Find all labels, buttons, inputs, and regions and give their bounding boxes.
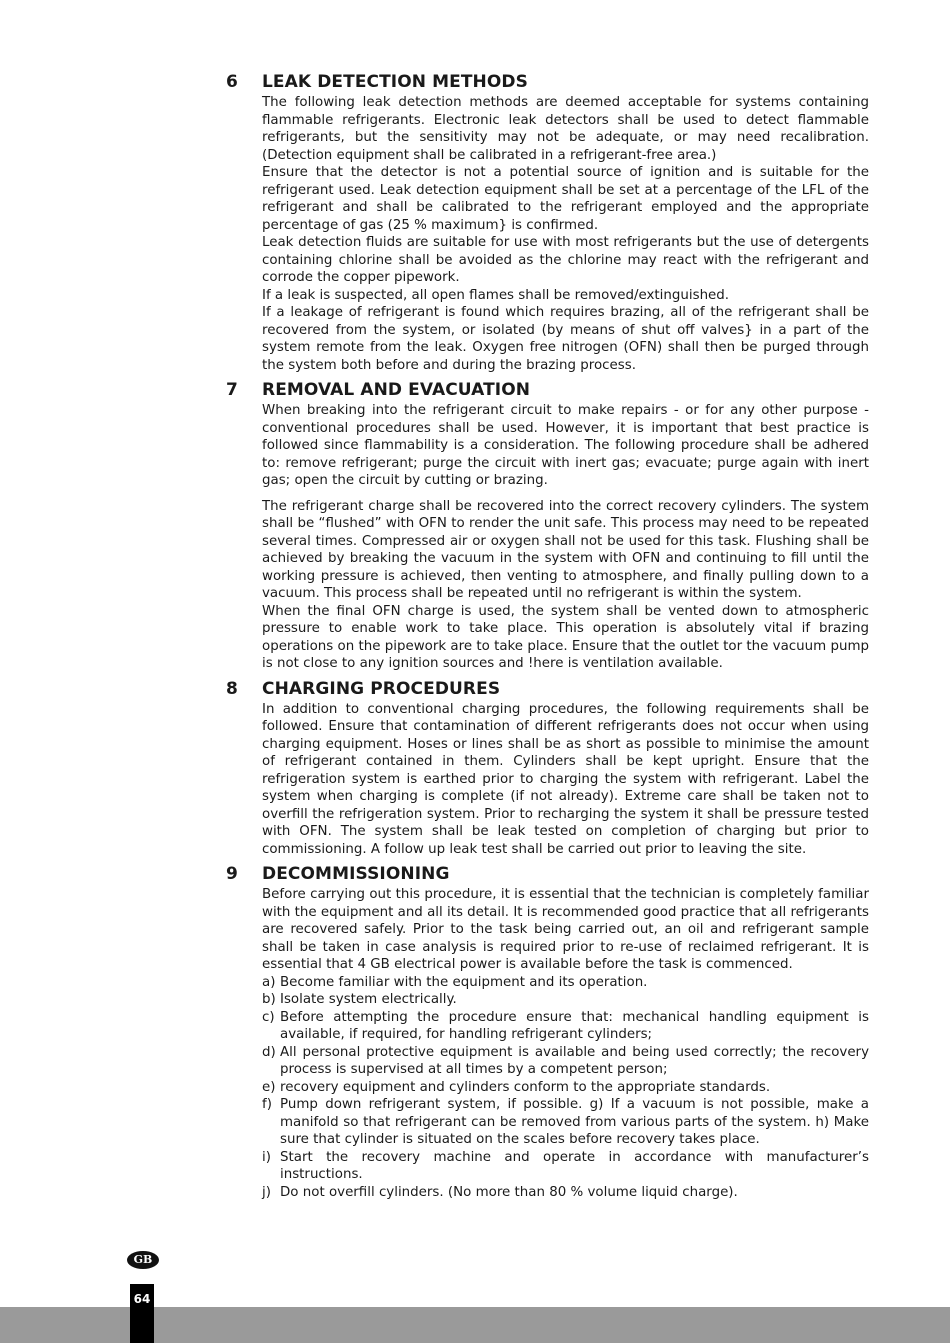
list-item-text: Isolate system electrically.	[280, 992, 457, 1007]
procedure-list	[262, 974, 869, 1202]
list-item-label: a)	[262, 974, 276, 990]
paragraph: Ensure that the detector is not a potential source of ignition and is suitable for the refrigerant used. Leak detection equipment shall be set at a percentage of the LFL of the refrigerant and shall be calibrated to the refrigerant employed and the appropriate percentage of gas (25 % maximum} is confirmed.	[262, 165, 869, 233]
paragraph: Before carrying out this procedure, it is essential that the technician is completely familiar with the equipment and all its detail. It is recommended good practice that all refrigerants are recovered safely. Prior to the task being carried out, an oil and refrigerant sample shall be taken in case analysis is required prior to re-use of reclaimed refrigerant. It is essential that 4 GB electrical power is available before the task is commenced.	[262, 887, 869, 972]
list-item-label: e)	[262, 1079, 276, 1095]
list-item	[262, 1184, 869, 1202]
language-badge: GB	[127, 1251, 159, 1269]
list-item	[262, 1079, 869, 1097]
list-item-text: Start the recovery machine and operate in accordance with manufacturer’s instructions.	[280, 1149, 869, 1182]
list-item-label: d)	[262, 1044, 276, 1060]
page-number: 64	[133, 1292, 151, 1306]
list-item	[262, 1009, 869, 1044]
document-content	[226, 72, 869, 1207]
list-item-text: Do not overfill cylinders. (No more than 80 % volume liquid charge).	[280, 1184, 738, 1200]
list-item-text: Pump down refrigerant system, if possible. g) If a vacuum is not possible, make a manifold so that refrigerant can be removed from various parts of the system. h) Make sure that cylinder is situated on the scales before recovery takes place.	[280, 1097, 869, 1147]
list-item-label: c)	[262, 1009, 275, 1025]
section-body	[262, 94, 869, 374]
paragraph: When breaking into the refrigerant circuit to make repairs - or for any other purpose - conventional procedures shall be used. However, it is important that best practice is followed since flammability is a consideration. The following procedure shall be adhered to: remove refrigerant; purge the circuit with inert gas; evacuate; purge again with inert gas; open the circuit by cutting or brazing.	[262, 403, 869, 488]
list-item	[262, 991, 869, 1009]
section-leak-detection	[226, 72, 869, 374]
list-item	[262, 1149, 869, 1184]
list-item-label: b)	[262, 992, 276, 1007]
paragraph: The following leak detection methods are deemed acceptable for systems containing flammable refrigerants. Electronic leak detectors shall be used to detect flammable refrigerants, but the sensitivity may not be adequate, or may need recalibration. (Detection equipment shall be calibrated in a refrigerant-free area.)	[262, 95, 869, 163]
section-number: 7	[226, 380, 238, 400]
paragraph: In addition to conventional charging procedures, the following requirements shall be followed. Ensure that contamination of different refrigerants does not occur when using charging equipment. Hoses or lines shall be as short as possible to minimise the amount of refrigerant contained in them. Cylinders shall be kept upright. Ensure that the refrigeration system is earthed prior to charging the system with refrigerant. Label the system when charging is complete (if not already). Extreme care shall be taken not to overfill the refrigeration system. Prior to recharging the system it shall be pressure tested with OFN. The system shall be leak tested on completion of charging but prior to commissioning. A follow up leak test shall be carried out prior to leaving the site.	[262, 701, 869, 857]
section-body	[262, 701, 869, 859]
paragraph: When the final OFN charge is used, the system shall be vented down to atmospheric pressure to enable work to take place. This operation is absolutely vital if brazing operations on the pipework are to take place. Ensure that the outlet tor the vacuum pump is not close to any ignition sources and !here is ventilation available.	[262, 603, 869, 671]
section-title: REMOVAL AND EVACUATION	[262, 380, 531, 400]
section-heading	[226, 864, 869, 886]
section-title: DECOMMISSIONING	[262, 864, 450, 884]
section-heading	[226, 72, 869, 94]
list-item-text: Before attempting the procedure ensure that: mechanical handling equipment is available, if required, for handling refrigerant cylinders;	[280, 1009, 869, 1042]
list-item	[262, 974, 869, 992]
section-title: LEAK DETECTION METHODS	[262, 72, 528, 92]
paragraph: If a leakage of refrigerant is found which requires brazing, all of the refrigerant shall be recovered from the system, or isolated (by means of shut off valves} in a part of the system remote from the leak. Oxygen free nitrogen (OFN) shall then be purged through the system both before and during the brazing process.	[262, 305, 869, 373]
section-heading	[226, 679, 869, 701]
page-number-tab	[130, 1284, 154, 1343]
list-item-text: recovery equipment and cylinders conform to the appropriate standards.	[280, 1079, 771, 1095]
list-item-text: Become familiar with the equipment and its operation.	[280, 974, 648, 990]
section-body	[262, 886, 869, 1201]
section-number: 8	[226, 678, 238, 699]
paragraph: Leak detection fluids are suitable for use with most refrigerants but the use of detergents containing chlorine shall be avoided as the chlorine may react with the refrigerant and corrode the copper pipework.	[262, 235, 869, 285]
list-item-text: All personal protective equipment is available and being used correctly; the recovery process is supervised at all times by a competent person;	[280, 1044, 869, 1077]
paragraph: If a leak is suspected, all open flames shall be removed/extinguished.	[262, 287, 730, 303]
list-item-label: i)	[262, 1149, 271, 1165]
section-charging-procedures	[226, 679, 869, 859]
list-item	[262, 1044, 869, 1079]
paragraph: The refrigerant charge shall be recovered into the correct recovery cylinders. The system shall be “flushed” with OFN to render the unit safe. This process may need to be repeated several times. Compressed air or oxygen shall not be used for this task. Flushing shall be achieved by breaking the vacuum in the system with OFN and continuing to fill until the working pressure is achieved, then venting to atmosphere, and finally pulling down to a vacuum. This process shall be repeated until no refrigerant is within the system.	[262, 498, 869, 601]
section-number: 9	[226, 864, 238, 884]
section-removal-evacuation	[226, 380, 869, 673]
section-decommissioning	[226, 864, 869, 1201]
section-number: 6	[226, 72, 238, 92]
list-item-label: j)	[262, 1184, 271, 1200]
section-body	[262, 402, 869, 673]
section-title: CHARGING PROCEDURES	[262, 678, 501, 699]
list-item	[262, 1096, 869, 1149]
list-item-label: f)	[262, 1097, 272, 1112]
section-heading	[226, 380, 869, 402]
